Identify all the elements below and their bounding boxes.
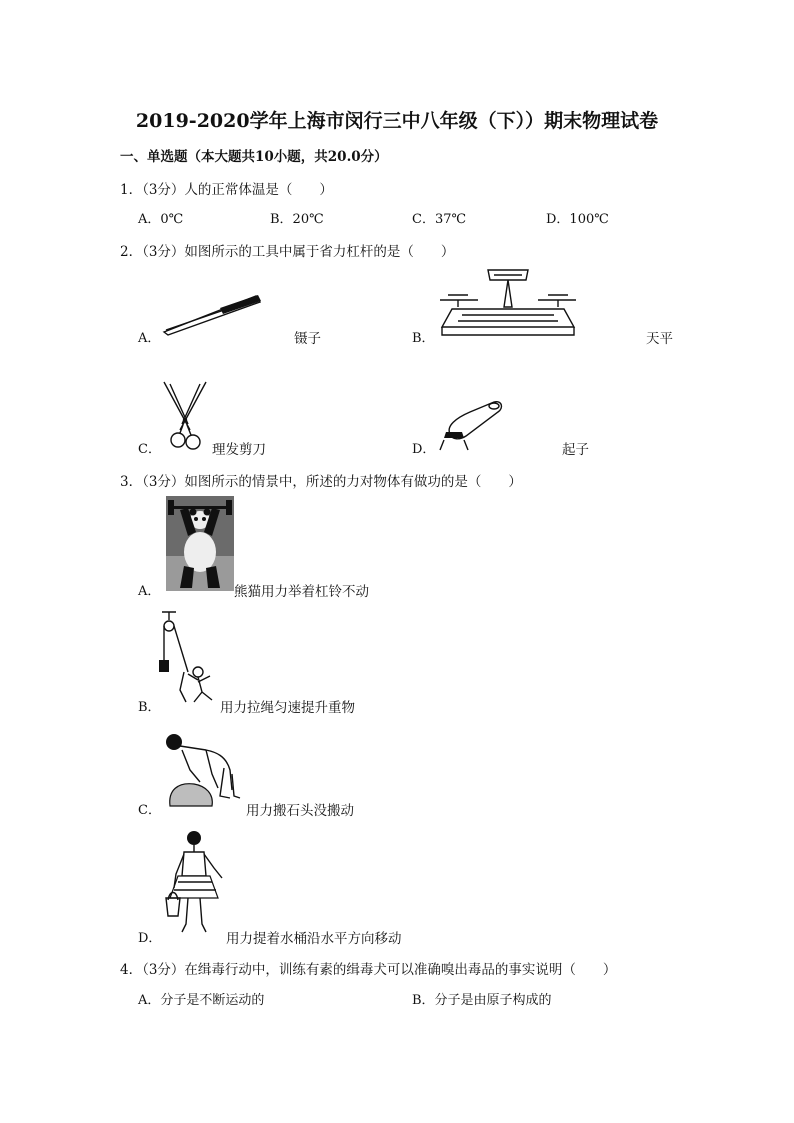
q3-label-d: 用力提着水桶沿水平方向移动 [226,931,402,947]
q3-label-c: 用力搬石头没搬动 [246,803,354,819]
q2-label-a: 镊子 [294,331,321,347]
carrying-bucket-icon [164,828,226,938]
page-title: 2019-2020学年上海市闵行三中八年级（下））期末物理试卷 [135,110,659,132]
bottle-opener-icon [436,396,506,451]
tweezers-icon [160,290,265,340]
q2-option-a[interactable]: A． [138,331,161,346]
q1-option-a[interactable]: A．0℃ [138,212,184,227]
balance-scale-icon [438,265,578,340]
q2-option-b[interactable]: B． [412,331,435,346]
q2-label-c: 理发剪刀 [212,442,266,458]
q2-option-c[interactable]: C． [138,442,161,457]
scissors-icon [160,380,210,455]
section-heading: 一、单选题（本大题共10小题，共20.0分） [120,149,388,165]
q2-label-d: 起子 [562,442,589,458]
question-2-stem: 2．（3分）如图所示的工具中属于省力杠杆的是（ ） [120,244,455,260]
q3-label-a: 熊猫用力举着杠铃不动 [234,584,369,600]
q1-option-d[interactable]: D．100℃ [546,212,609,227]
question-4-stem: 4．（3分）在缉毒行动中，训练有素的缉毒犬可以准确嗅出毒品的事实说明（ ） [120,962,617,978]
q3-option-c[interactable]: C． [138,803,161,818]
question-3-stem: 3．（3分）如图所示的情景中，所述的力对物体有做功的是（ ） [120,474,522,490]
q3-option-d[interactable]: D． [138,931,162,946]
pushing-stone-icon [160,730,240,808]
q4-option-b[interactable]: B．分子是由原子构成的 [412,993,552,1008]
q2-label-b: 天平 [646,331,673,347]
q3-label-b: 用力拉绳匀速提升重物 [220,700,355,716]
pulley-lifting-icon [158,610,224,708]
q1-option-c[interactable]: C．37℃ [412,212,467,227]
q1-option-b[interactable]: B．20℃ [270,212,324,227]
q3-option-b[interactable]: B． [138,700,161,715]
q3-option-a[interactable]: A． [138,584,161,599]
q4-option-a[interactable]: A．分子是不断运动的 [138,993,265,1008]
panda-barbell-icon [166,496,234,591]
q2-option-d[interactable]: D． [412,442,436,457]
question-1-stem: 1．（3分）人的正常体温是（ ） [120,182,333,198]
